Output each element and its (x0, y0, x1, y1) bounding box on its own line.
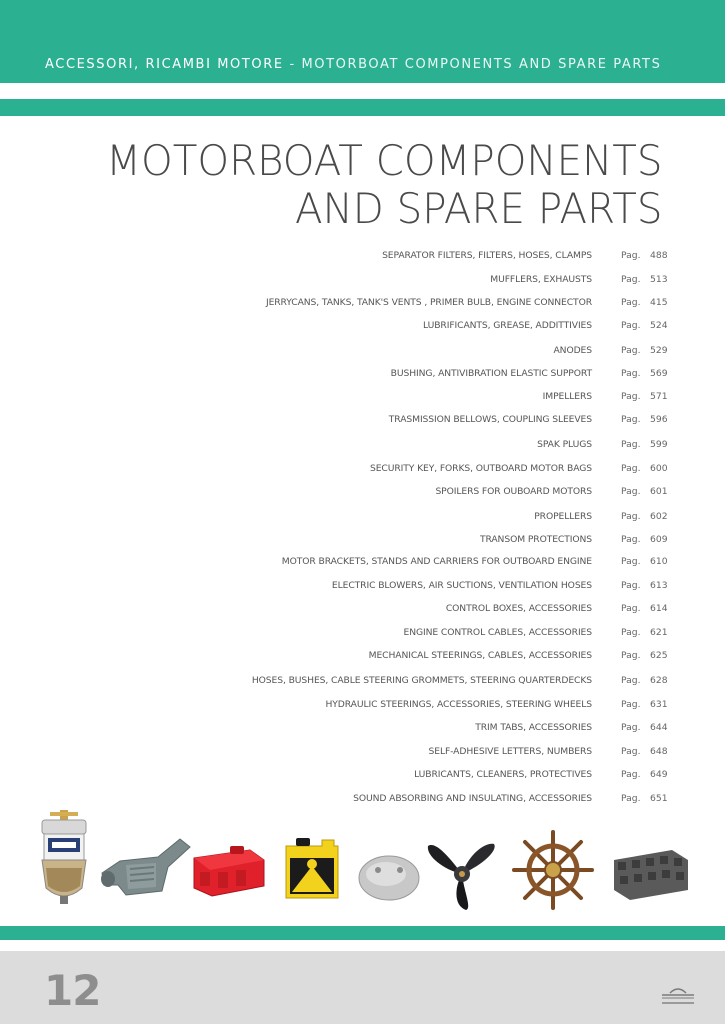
toc-pag-label: Pag. (621, 722, 641, 733)
bottom-stripe (0, 926, 725, 940)
toc-pag-label: Pag. (621, 368, 641, 379)
toc-label: MECHANICAL STEERINGS, CABLES, ACCESSORIES (368, 650, 592, 661)
propeller-icon (424, 840, 500, 910)
toc-page-number: 649 (650, 769, 668, 780)
anode-icon (356, 850, 422, 902)
toc-row (0, 368, 725, 384)
toc-row (0, 769, 725, 785)
toc-label: HYDRAULIC STEERINGS, ACCESSORIES, STEERING WHEELS (325, 699, 592, 710)
toc-row (0, 320, 725, 336)
toc-page-number: 644 (650, 722, 668, 733)
toc-label: TRIM TABS, ACCESSORIES (475, 722, 592, 733)
page-title (106, 137, 662, 233)
toc-pag-label: Pag. (621, 627, 641, 638)
toc-row (0, 722, 725, 738)
toc-pag-label: Pag. (621, 699, 641, 710)
toc-row (0, 650, 725, 666)
page-title-line-2: AND SPARE PARTS (294, 184, 662, 233)
footer (0, 951, 725, 1024)
toc-page-number: 488 (650, 250, 668, 261)
section-header (45, 57, 661, 72)
toc-page-number: 609 (650, 534, 668, 545)
brand-logo-icon (660, 985, 696, 1007)
toc-pag-label: Pag. (621, 439, 641, 450)
toc-row (0, 463, 725, 479)
toc-row (0, 793, 725, 809)
toc-page-number: 613 (650, 580, 668, 591)
section-title-italian: ACCESSORI, RICAMBI MOTORE (45, 57, 284, 72)
page-number: 12 (44, 966, 101, 1015)
toc-page-number: 513 (650, 274, 668, 285)
toc-page-number: 625 (650, 650, 668, 661)
toc-label: SOUND ABSORBING AND INSULATING, ACCESSORIES (353, 793, 592, 804)
toc-page-number: 569 (650, 368, 668, 379)
toc-row (0, 391, 725, 407)
toc-label: TRASMISSION BELLOWS, COUPLING SLEEVES (388, 414, 592, 425)
toc-label: MUFFLERS, EXHAUSTS (490, 274, 592, 285)
toc-pag-label: Pag. (621, 580, 641, 591)
toc-page-number: 651 (650, 793, 668, 804)
toc-pag-label: Pag. (621, 675, 641, 686)
section-title-english: MOTORBOAT COMPONENTS AND SPARE PARTS (301, 57, 662, 72)
toc-label: LUBRIFICANTS, GREASE, ADDITTIVIES (423, 320, 592, 331)
toc-pag-label: Pag. (621, 345, 641, 356)
toc-row (0, 627, 725, 643)
toc-label: TRANSOM PROTECTIONS (479, 534, 592, 545)
toc-page-number: 610 (650, 556, 668, 567)
toc-label: ELECTRIC BLOWERS, AIR SUCTIONS, VENTILATION HOSES (331, 580, 592, 591)
section-separator: - (283, 57, 302, 72)
toc-page-number: 602 (650, 511, 668, 522)
toc-row (0, 414, 725, 430)
toc-page-number: 599 (650, 439, 668, 450)
toc-page-number: 524 (650, 320, 668, 331)
toc-row (0, 345, 725, 361)
toc-page-number: 628 (650, 675, 668, 686)
toc-page-number: 648 (650, 746, 668, 757)
toc-pag-label: Pag. (621, 603, 641, 614)
toc-label: SECURITY KEY, FORKS, OUTBOARD MOTOR BAGS (369, 463, 592, 474)
toc-pag-label: Pag. (621, 650, 641, 661)
fuel-tank-icon (190, 842, 266, 898)
toc-page-number: 529 (650, 345, 668, 356)
toc-row (0, 297, 725, 313)
toc-row (0, 486, 725, 502)
toc-pag-label: Pag. (621, 274, 641, 285)
toc-pag-label: Pag. (621, 391, 641, 402)
toc-label: SPAK PLUGS (537, 439, 592, 450)
toc-row (0, 603, 725, 619)
header-stripe (0, 99, 725, 116)
toc-label: BUSHING, ANTIVIBRATION ELASTIC SUPPORT (390, 368, 592, 379)
toc-row (0, 675, 725, 691)
toc-page-number: 621 (650, 627, 668, 638)
toc-page-number: 600 (650, 463, 668, 474)
toc-pag-label: Pag. (621, 534, 641, 545)
toc-label: IMPELLERS (542, 391, 592, 402)
lubricant-can-icon (282, 836, 342, 902)
toc-row (0, 556, 725, 572)
muffler-icon (98, 835, 194, 901)
page-title-line-1: MOTORBOAT COMPONENTS (105, 136, 662, 185)
toc-pag-label: Pag. (621, 746, 641, 757)
toc-pag-label: Pag. (621, 297, 641, 308)
toc-row (0, 746, 725, 762)
toc-row (0, 699, 725, 715)
toc-row (0, 274, 725, 290)
toc-label: PROPELLERS (534, 511, 592, 522)
toc-page-number: 415 (650, 297, 668, 308)
toc-pag-label: Pag. (621, 556, 641, 567)
toc-page-number: 601 (650, 486, 668, 497)
separator-filter-icon (34, 808, 94, 908)
toc-pag-label: Pag. (621, 463, 641, 474)
toc-label: ENGINE CONTROL CABLES, ACCESSORIES (403, 627, 592, 638)
toc-pag-label: Pag. (621, 769, 641, 780)
toc-label: SELF-ADHESIVE LETTERS, NUMBERS (428, 746, 592, 757)
toc-row (0, 580, 725, 596)
toc-label: SPOILERS FOR OUBOARD MOTORS (435, 486, 592, 497)
toc-label: SEPARATOR FILTERS, FILTERS, HOSES, CLAMPS (382, 250, 592, 261)
toc-label: MOTOR BRACKETS, STANDS AND CARRIERS FOR OUTBOARD ENGINE (281, 556, 592, 567)
toc-row (0, 250, 725, 266)
toc-pag-label: Pag. (621, 320, 641, 331)
toc-page-number: 614 (650, 603, 668, 614)
toc-label: LUBRICANTS, CLEANERS, PROTECTIVES (414, 769, 592, 780)
toc-label: JERRYCANS, TANKS, TANK'S VENTS , PRIMER BULB, ENGINE CONNECTOR (265, 297, 592, 308)
steering-wheel-icon (510, 830, 596, 910)
toc-pag-label: Pag. (621, 486, 641, 497)
toc-row (0, 511, 725, 527)
toc-pag-label: Pag. (621, 511, 641, 522)
toc-pag-label: Pag. (621, 250, 641, 261)
toc-page-number: 631 (650, 699, 668, 710)
toc-row (0, 534, 725, 550)
toc-page-number: 596 (650, 414, 668, 425)
toc-label: HOSES, BUSHES, CABLE STEERING GROMMETS, STEERING QUARTERDECKS (251, 675, 592, 686)
toc-label: ANODES (553, 345, 592, 356)
toc-label: CONTROL BOXES, ACCESSORIES (445, 603, 592, 614)
sound-insulation-icon (612, 846, 690, 900)
toc-page-number: 571 (650, 391, 668, 402)
toc-pag-label: Pag. (621, 414, 641, 425)
toc-row (0, 439, 725, 455)
toc-pag-label: Pag. (621, 793, 641, 804)
